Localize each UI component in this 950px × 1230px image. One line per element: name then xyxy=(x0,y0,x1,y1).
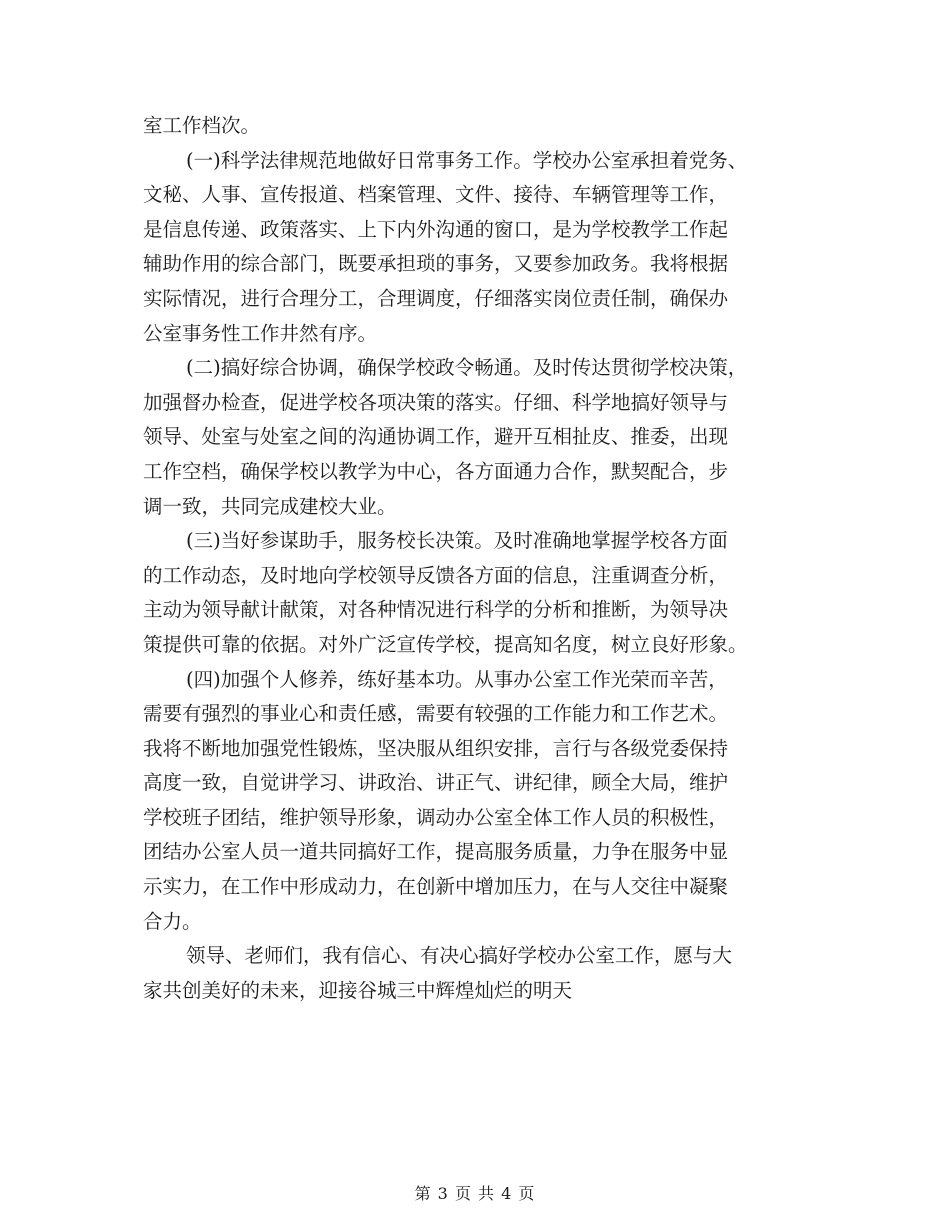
text-line: 室工作档次。 xyxy=(143,114,261,137)
text-line: 主动为领导献计献策，对各种情况进行科学的分析和推断，为领导决 xyxy=(143,598,729,622)
page-footer: 第 3 页 共 4 页 xyxy=(414,1184,536,1203)
text-line: 示实力，在工作中形成动力，在创新中增加压力，在与人交往中凝聚 xyxy=(143,875,729,899)
text-line: (一)科学法律规范地做好日常事务工作。学校办公室承担着党务、 xyxy=(186,148,748,172)
body-text xyxy=(143,109,823,1008)
text-line: 领导、老师们，我有信心、有决心搞好学校办公室工作，愿与大 xyxy=(186,944,733,968)
text-line: 合力。 xyxy=(143,909,202,933)
text-line: 的工作动态，及时地向学校领导反馈各方面的信息，注重调查分析， xyxy=(143,563,729,587)
text-line: 学校班子团结，维护领导形象，调动办公室全体工作人员的积极性， xyxy=(143,805,729,829)
text-line: 高度一致，自觉讲学习、讲政治、讲正气、讲纪律，顾全大局，维护 xyxy=(143,771,729,795)
text-line: 加强督办检查，促进学校各项决策的落实。仔细、科学地搞好领导与 xyxy=(143,390,729,414)
text-line: (四)加强个人修养，练好基本功。从事办公室工作光荣而辛苦， xyxy=(186,667,728,691)
text-line: (三)当好参谋助手，服务校长决策。及时准确地掌握学校各方面 xyxy=(186,529,728,553)
text-line: (二)搞好综合协调，确保学校政令畅通。及时传达贯彻学校决策， xyxy=(186,356,748,380)
text-line: 文秘、人事、宣传报道、档案管理、文件、接待、车辆管理等工作， xyxy=(143,183,729,207)
text-line: 需要有强烈的事业心和责任感，需要有较强的工作能力和工作艺术。 xyxy=(143,702,729,726)
text-line: 策提供可靠的依据。对外广泛宣传学校，提高知名度，树立良好形象。 xyxy=(143,632,748,656)
text-line: 我将不断地加强党性锻炼，坚决服从组织安排，言行与各级党委保持 xyxy=(143,736,729,760)
text-line: 实际情况，进行合理分工，合理调度，仔细落实岗位责任制，确保办 xyxy=(143,286,729,310)
text-line: 是信息传递、政策落实、上下内外沟通的窗口，是为学校教学工作起 xyxy=(143,217,729,241)
text-line: 团结办公室人员一道共同搞好工作，提高服务质量，力争在服务中显 xyxy=(143,840,729,864)
text-line: 领导、处室与处室之间的沟通协调工作，避开互相扯皮、推委，出现 xyxy=(143,425,729,449)
text-line: 家共创美好的未来，迎接谷城三中辉煌灿烂的明天 xyxy=(143,978,573,1002)
text-line: 公室事务性工作井然有序。 xyxy=(143,321,378,345)
text-line: 工作空档，确保学校以教学为中心，各方面通力合作，默契配合，步 xyxy=(143,459,729,483)
text-line: 调一致，共同完成建校大业。 xyxy=(143,494,397,518)
text-line: 辅助作用的综合部门，既要承担琐的事务，又要参加政务。我将根据 xyxy=(143,252,729,276)
